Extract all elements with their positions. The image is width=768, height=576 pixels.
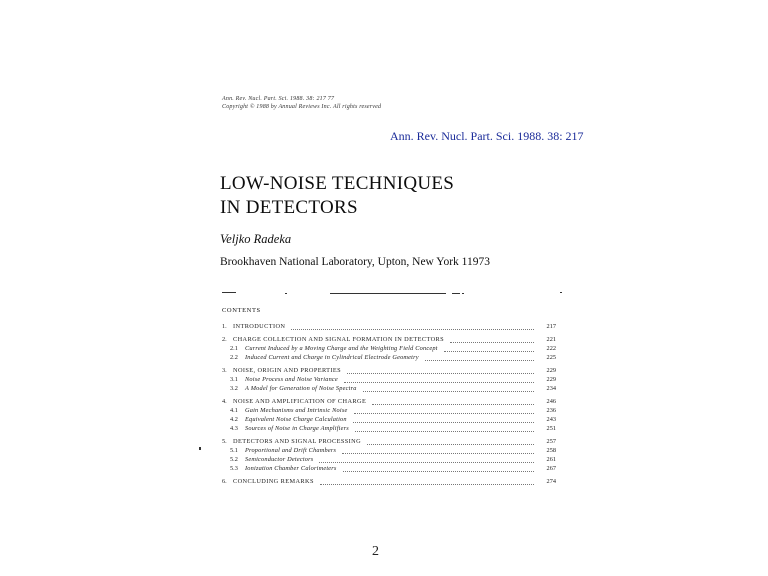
toc-entry-number: 5.1 <box>230 447 238 454</box>
toc-dot-leader <box>363 390 534 392</box>
toc-entry-number: 2.2 <box>230 354 238 361</box>
toc-entry-page: 251 <box>546 425 556 432</box>
toc-dot-leader <box>319 461 534 463</box>
toc-entry-label: CHARGE COLLECTION AND SIGNAL FORMATION IN DETECTORS <box>233 336 445 343</box>
toc-entry[interactable] <box>222 424 556 433</box>
article-title-line-1: LOW-NOISE TECHNIQUES <box>220 173 455 194</box>
toc-entry-number: 6. <box>222 478 227 485</box>
toc-entry[interactable] <box>222 375 556 384</box>
toc-entry-label: Semiconductor Detectors <box>245 456 314 463</box>
toc-entry[interactable] <box>222 335 556 344</box>
toc-entry[interactable] <box>222 397 556 406</box>
toc-entry-page: 221 <box>546 336 556 343</box>
toc-entry[interactable] <box>222 464 556 473</box>
toc-dot-leader <box>342 452 534 454</box>
toc-entry-page: 229 <box>546 376 556 383</box>
toc-entry-label: A Model for Generation of Noise Spectra <box>245 385 357 392</box>
toc-dot-leader <box>450 341 534 343</box>
toc-entry-number: 4.3 <box>230 425 238 432</box>
toc-entry-label: Sources of Noise in Charge Amplifiers <box>245 425 349 432</box>
author-name: Veljko Radeka <box>220 232 292 246</box>
toc-entry[interactable] <box>222 477 556 486</box>
toc-entry-page: 261 <box>546 456 556 463</box>
article-title-line-2: IN DETECTORS <box>220 197 358 218</box>
toc-entry-number: 2.1 <box>230 345 238 352</box>
toc-entry-page: 234 <box>546 385 556 392</box>
copyright-line: Copyright © 1988 by Annual Reviews Inc. All rights reserved <box>222 104 382 110</box>
toc-entry-number: 3.1 <box>230 376 238 383</box>
toc-entry[interactable] <box>222 446 556 455</box>
toc-entry-page: 222 <box>546 345 556 352</box>
toc-dot-leader <box>444 350 534 352</box>
toc-entry-page: 229 <box>546 367 556 374</box>
toc-entry-label: NOISE, ORIGIN AND PROPERTIES <box>233 367 342 374</box>
author-affiliation: Brookhaven National Laboratory, Upton, New York 11973 <box>220 256 490 268</box>
toc-dot-leader <box>425 359 534 361</box>
toc-entry-label: Noise Process and Noise Variance <box>245 376 338 383</box>
toc-entry-label: Current Induced by a Moving Charge and the Weighting Field Concept <box>245 345 438 352</box>
toc-dot-leader <box>372 403 534 405</box>
toc-dot-leader <box>344 381 534 383</box>
toc-entry-label: INTRODUCTION <box>233 323 286 330</box>
toc-entry[interactable] <box>222 415 556 424</box>
toc-entry-label: Proportional and Drift Chambers <box>245 447 337 454</box>
toc-entry-number: 5.3 <box>230 465 238 472</box>
scan-speck <box>199 447 201 450</box>
toc-entry[interactable] <box>222 344 556 353</box>
toc-dot-leader <box>367 443 534 445</box>
toc-entry-page: 258 <box>546 447 556 454</box>
toc-entry-page: 243 <box>546 416 556 423</box>
toc-entry-page: 236 <box>546 407 556 414</box>
toc-dot-leader <box>354 412 534 414</box>
toc-entry-number: 4. <box>222 398 227 405</box>
toc-entry-number: 2. <box>222 336 227 343</box>
toc-entry-number: 4.1 <box>230 407 238 414</box>
citation-link[interactable]: Ann. Rev. Nucl. Part. Sci. 1988. 38: 217 <box>390 129 584 143</box>
toc-entry-page: 257 <box>546 438 556 445</box>
toc-entry-number: 3.2 <box>230 385 238 392</box>
toc-entry[interactable] <box>222 353 556 362</box>
toc-dot-leader <box>355 430 534 432</box>
toc-entry-label: NOISE AND AMPLIFICATION OF CHARGE <box>233 398 367 405</box>
toc-dot-leader <box>291 328 534 330</box>
toc-entry-number: 3. <box>222 367 227 374</box>
toc-entry-number: 5.2 <box>230 456 238 463</box>
toc-dot-leader <box>353 421 534 423</box>
toc-entry-label: DETECTORS AND SIGNAL PROCESSING <box>233 438 362 445</box>
toc-entry-number: 5. <box>222 438 227 445</box>
toc-entry-page: 225 <box>546 354 556 361</box>
toc-dot-leader <box>320 483 534 485</box>
toc-entry-label: Ionization Chamber Calorimeters <box>245 465 337 472</box>
journal-reference-line: Ann. Rev. Nucl. Part. Sci. 1988. 38: 217 77 <box>222 96 335 102</box>
toc-entry-number: 1. <box>222 323 227 330</box>
toc-entry-page: 267 <box>546 465 556 472</box>
toc-entry[interactable] <box>222 366 556 375</box>
toc-entry-page: 217 <box>546 323 556 330</box>
toc-entry-number: 4.2 <box>230 416 238 423</box>
toc-entry-label: Equivalent Noise Charge Calculation <box>245 416 347 423</box>
toc-entry-label: Induced Current and Charge in Cylindrical Electrode Geometry <box>245 354 419 361</box>
toc-dot-leader <box>347 372 534 374</box>
toc-entry[interactable] <box>222 455 556 464</box>
toc-entry[interactable] <box>222 384 556 393</box>
contents-heading: CONTENTS <box>222 307 261 314</box>
toc-entry-page: 246 <box>546 398 556 405</box>
toc-entry-label: CONCLUDING REMARKS <box>233 478 314 485</box>
toc-entry[interactable] <box>222 322 556 331</box>
toc-entry-label: Gain Mechanisms and Intrinsic Noise <box>245 407 348 414</box>
page-number: 2 <box>372 544 379 559</box>
toc-entry[interactable] <box>222 406 556 415</box>
toc-dot-leader <box>343 470 534 472</box>
toc-entry-page: 274 <box>546 478 556 485</box>
toc-entry[interactable] <box>222 437 556 446</box>
